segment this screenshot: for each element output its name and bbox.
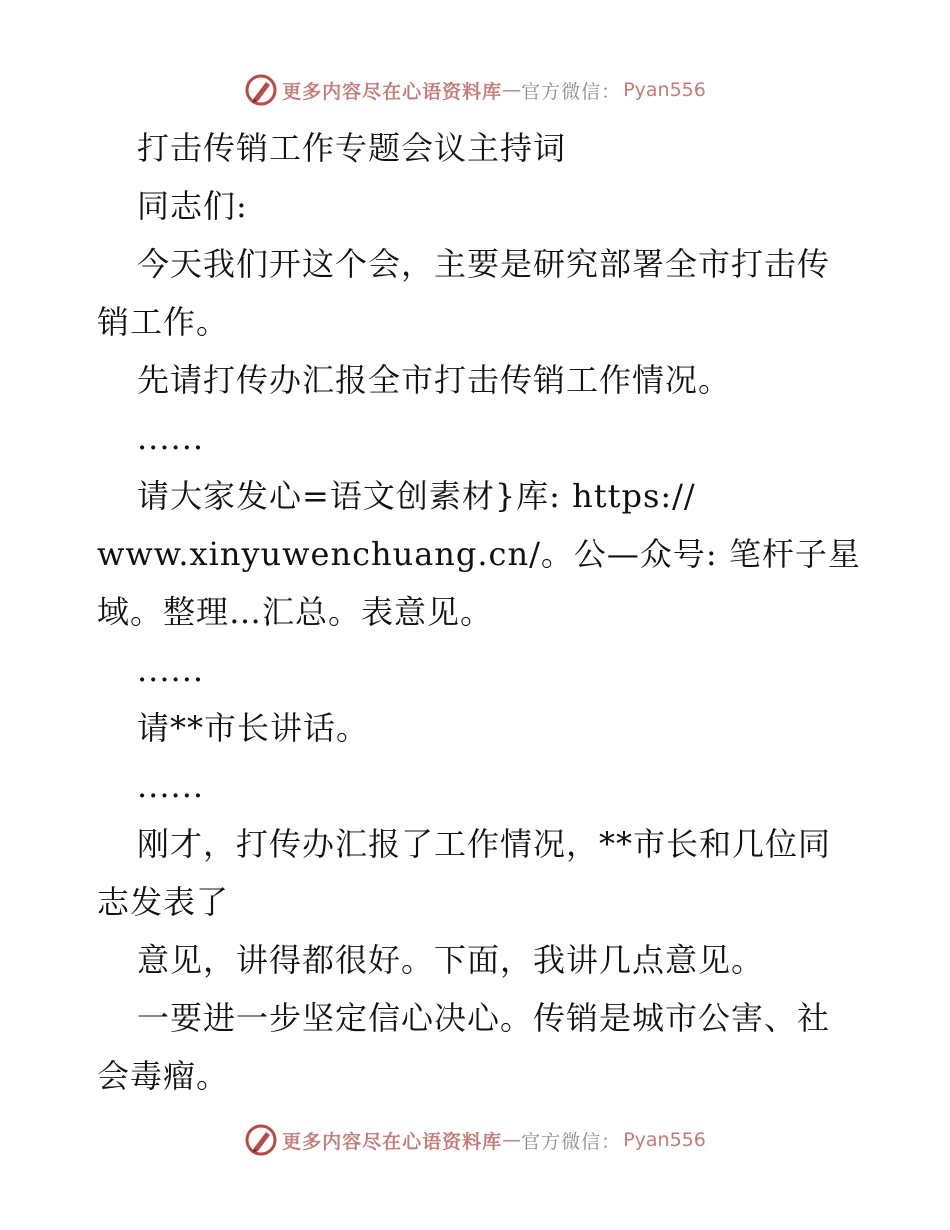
document-line: 请**市长讲话。 xyxy=(137,709,370,747)
document-line: 刚才，打传办汇报了工作情况，**市长和几位同 xyxy=(137,825,832,863)
header-wechat-label: 官方微信： xyxy=(521,80,622,103)
pen-logo-icon xyxy=(244,73,278,107)
footer-watermark-banner xyxy=(0,1120,950,1160)
document-line: ...... xyxy=(137,419,205,457)
document-line: 志发表了 xyxy=(97,883,230,921)
footer-brand-text: 更多内容尽在心语资料库 xyxy=(282,1130,503,1153)
header-brand-text: 更多内容尽在心语资料库 xyxy=(282,80,503,103)
document-lines xyxy=(97,177,861,1105)
footer-wechat-label: 官方微信： xyxy=(521,1130,622,1153)
document-line: 域。整理…汇总。表意见。 xyxy=(97,593,494,631)
document-line: 会毒瘤。 xyxy=(97,1057,230,1095)
header-watermark-banner xyxy=(0,70,950,110)
pen-logo-icon xyxy=(244,1123,278,1157)
document-line: ...... xyxy=(137,767,205,805)
document-line: 请大家发心=语文创素材}库: https:// xyxy=(137,477,696,515)
document-line: www.xinyuwenchuang.cn/。公—众号: 笔杆子星 xyxy=(97,535,861,573)
header-separator: — xyxy=(502,79,522,101)
document-line: 今天我们开这个会，主要是研究部署全市打击传 xyxy=(137,245,831,283)
footer-wechat-id: Pyan556 xyxy=(623,1129,706,1151)
document-line: 先请打传办汇报全市打击传销工作情况。 xyxy=(137,361,732,399)
header-wechat-id: Pyan556 xyxy=(623,79,706,101)
document-line: 意见，讲得都很好。下面，我讲几点意见。 xyxy=(137,941,765,979)
document-body xyxy=(97,119,861,1105)
document-line: 同志们: xyxy=(137,187,248,225)
document-line: 销工作。 xyxy=(97,303,230,341)
document-title: 打击传销工作专题会议主持词 xyxy=(137,129,567,167)
footer-separator: — xyxy=(502,1129,522,1151)
document-line: 一要进一步坚定信心决心。传销是城市公害、社 xyxy=(137,999,831,1037)
document-line: ...... xyxy=(137,651,205,689)
